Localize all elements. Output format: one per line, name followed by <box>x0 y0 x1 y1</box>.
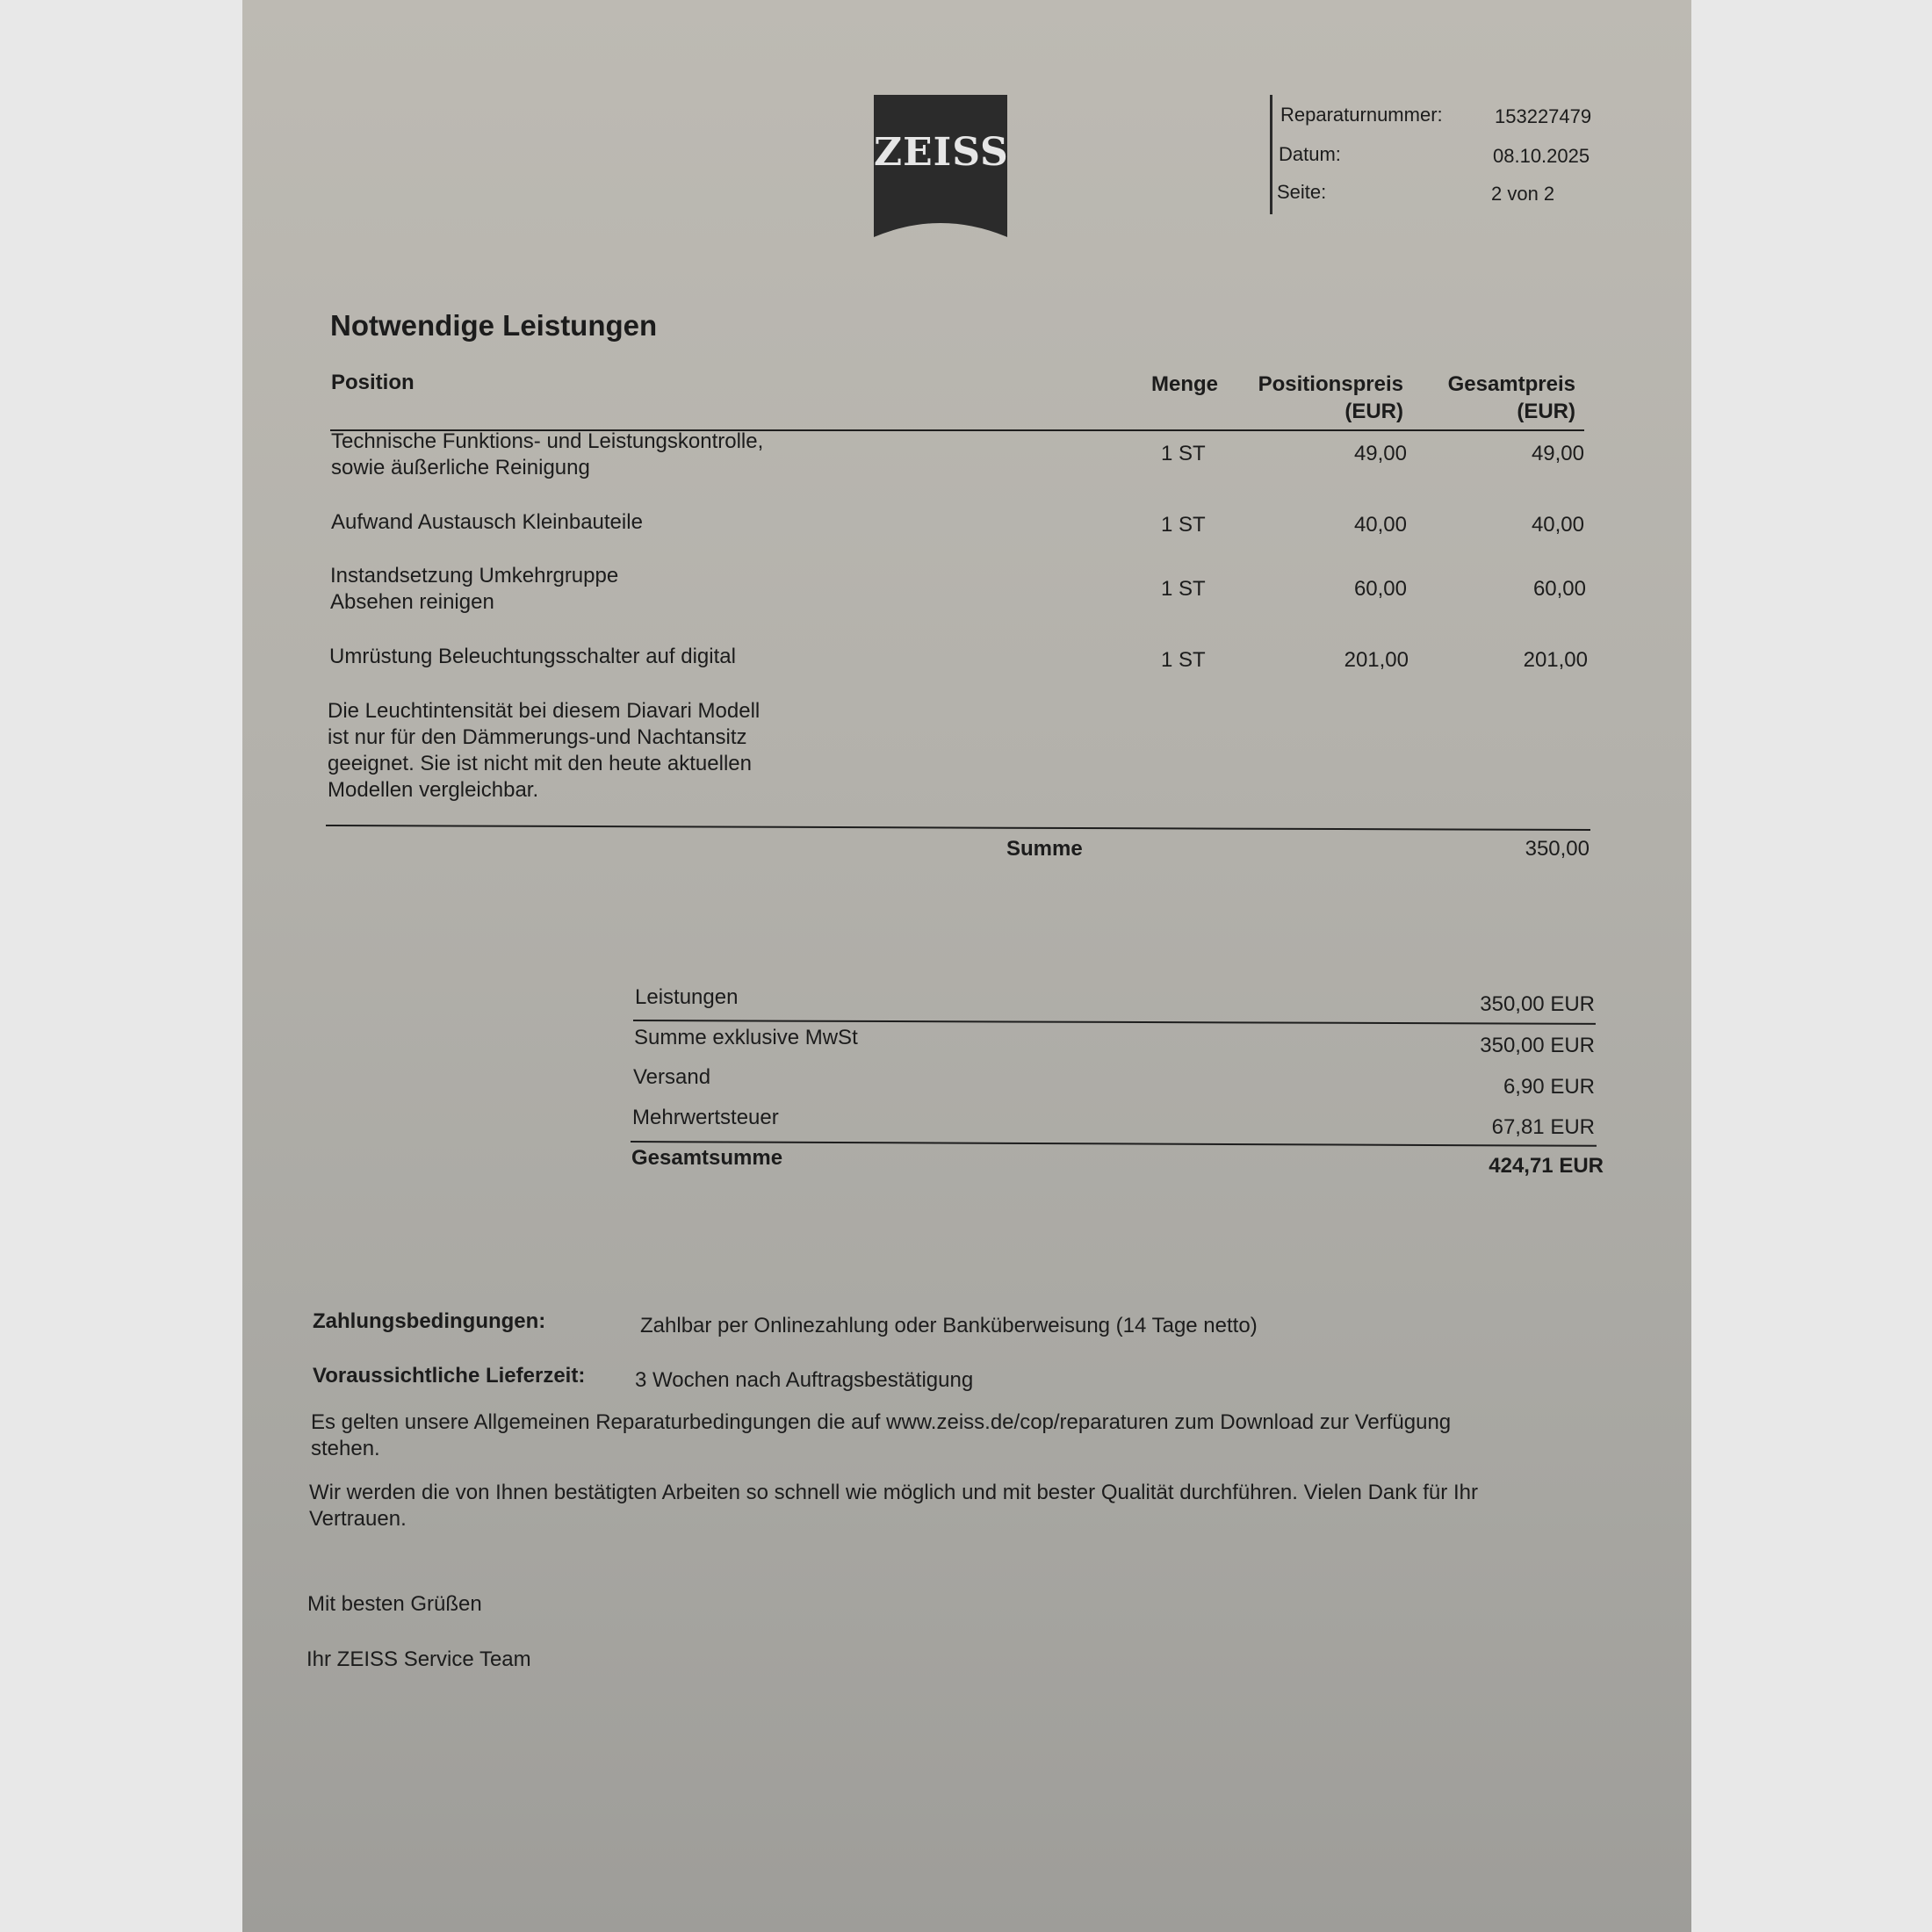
page-value: 2 von 2 <box>1491 183 1555 205</box>
row-2-unit-price: 40,00 <box>1353 513 1407 537</box>
conditions-line: stehen. <box>311 1437 380 1460</box>
row-3-desc-1: Instandsetzung Umkehrgruppe <box>330 564 619 588</box>
services-rule <box>633 1020 1596 1025</box>
row-3-desc-2: Absehen reinigen <box>330 590 494 614</box>
logo-text: ZEISS <box>874 130 1009 175</box>
thanks-text <box>309 1480 1644 1532</box>
note-line: Modellen vergleichbar. <box>328 778 539 802</box>
row-2-desc-1: Aufwand Austausch Kleinbauteile <box>331 510 643 534</box>
conditions-text <box>311 1409 1628 1462</box>
sum-label: Summe <box>1006 837 1083 861</box>
grand-total-label: Gesamtsumme <box>631 1146 783 1170</box>
grand-total-value: 424,71 EUR <box>1489 1154 1604 1178</box>
conditions-line: Es gelten unsere Allgemeinen Reparaturbedingungen die auf www.zeiss.de/cop/reparaturen zum Download zur Verfügung <box>311 1410 1452 1434</box>
services-label: Leistungen <box>635 985 739 1009</box>
payment-terms-value: Zahlbar per Onlinezahlung oder Banküberweisung (14 Tage netto) <box>640 1314 1258 1337</box>
col-header-position: Position <box>331 371 415 394</box>
thanks-line: Vertrauen. <box>309 1507 407 1531</box>
shipping-label: Versand <box>633 1065 711 1089</box>
row-2-total: 40,00 <box>1531 513 1584 537</box>
row-1-desc-1: Technische Funktions- und Leistungskontrolle, <box>331 429 764 453</box>
services-value: 350,00 EUR <box>1480 992 1595 1016</box>
date-label: Datum: <box>1279 143 1341 165</box>
col-header-quantity: Menge <box>1151 372 1219 396</box>
row-1-desc-2: sowie äußerliche Reinigung <box>331 456 590 479</box>
document-page <box>242 0 1691 1932</box>
sum-value: 350,00 <box>1525 837 1590 861</box>
vat-label: Mehrwertsteuer <box>632 1106 779 1129</box>
row-1-qty: 1 ST <box>1161 442 1206 465</box>
section-title: Notwendige Leistungen <box>330 309 658 342</box>
zeiss-logo <box>874 95 1007 237</box>
row-4-desc-1: Umrüstung Beleuchtungsschalter auf digital <box>329 645 736 668</box>
repair-number-label: Reparaturnummer: <box>1280 104 1443 126</box>
row-1-total: 49,00 <box>1531 442 1584 465</box>
row-3-total: 60,00 <box>1532 577 1586 601</box>
row-4-total: 201,00 <box>1523 648 1588 672</box>
row-1-unit-price: 49,00 <box>1353 442 1407 465</box>
model-note <box>328 698 819 804</box>
row-3-qty: 1 ST <box>1161 577 1206 601</box>
delivery-time-value: 3 Wochen nach Auftragsbestätigung <box>635 1368 974 1392</box>
row-2-qty: 1 ST <box>1161 513 1206 537</box>
row-4-unit-price: 201,00 <box>1344 648 1409 672</box>
net-label: Summe exklusive MwSt <box>634 1026 858 1049</box>
vat-value: 67,81 EUR <box>1491 1115 1595 1139</box>
date-value: 08.10.2025 <box>1493 145 1590 167</box>
meta-divider <box>1270 95 1272 214</box>
sum-rule <box>326 825 1590 831</box>
page-label: Seite: <box>1277 181 1327 203</box>
shipping-value: 6,90 EUR <box>1503 1075 1595 1099</box>
net-value: 350,00 EUR <box>1480 1034 1595 1057</box>
closing-greeting: Mit besten Grüßen <box>307 1592 482 1616</box>
note-line: geeignet. Sie ist nicht mit den heute aktuellen <box>328 752 752 775</box>
delivery-time-label: Voraussichtliche Lieferzeit: <box>313 1364 586 1388</box>
note-line: Die Leuchtintensität bei diesem Diavari Modell <box>328 699 761 723</box>
repair-number-value: 153227479 <box>1495 105 1592 127</box>
col-header-unit-price: Positionspreis <box>1258 372 1403 396</box>
closing-signature: Ihr ZEISS Service Team <box>306 1647 531 1671</box>
row-3-unit-price: 60,00 <box>1353 577 1407 601</box>
note-line: ist nur für den Dämmerungs-und Nachtansitz <box>328 725 747 749</box>
header-rule-total <box>1412 429 1584 431</box>
row-4-qty: 1 ST <box>1161 648 1206 672</box>
col-header-unit-price-unit: (EUR) <box>1344 400 1403 423</box>
col-header-total: Gesamtpreis <box>1447 372 1575 396</box>
col-header-total-unit: (EUR) <box>1517 400 1575 423</box>
thanks-line: Wir werden die von Ihnen bestätigten Arbeiten so schnell wie möglich und mit bester Qualität durchführen. Vielen Dank für Ihr <box>309 1481 1478 1504</box>
payment-terms-label: Zahlungsbedingungen: <box>313 1309 546 1333</box>
